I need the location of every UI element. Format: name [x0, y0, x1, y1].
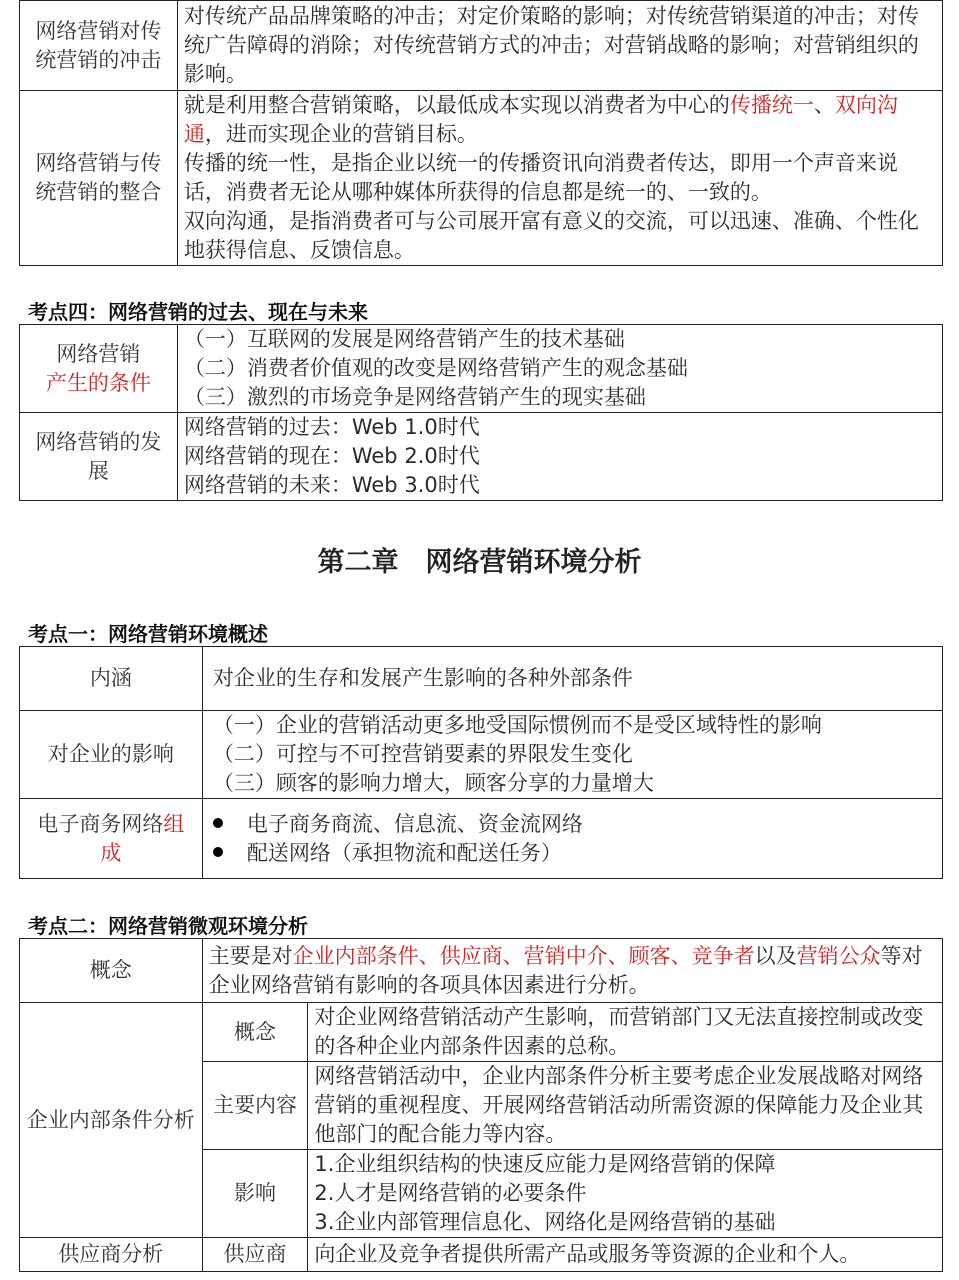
- row-content: [177, 91, 942, 266]
- table-row: [20, 647, 943, 711]
- highlight-unified-communication: 传播统一: [729, 93, 814, 117]
- list-item: 配送网络（承担物流和配送任务）: [209, 839, 936, 868]
- section2-heading: 考点二：网络营销微观环境分析: [28, 914, 308, 938]
- row-content: 向企业及竞争者提供所需产品或服务等资源的企业和个人。: [308, 1238, 943, 1272]
- row-label: 企业内部条件分析: [20, 1003, 203, 1238]
- table-row: [20, 1238, 943, 1272]
- row-content: （一）企业的营销活动更多地受国际惯例而不是受区域特性的影响 （二）可控与不可控营销要素的界限发生变化 （三）顾客的影响力增大，顾客分享的力量增大: [202, 711, 942, 799]
- bullet-icon: [213, 847, 223, 857]
- row-content: （一）互联网的发展是网络营销产生的技术基础 （二）消费者价值观的改变是网络营销产生的观念基础 （三）激烈的市场竞争是网络营销产生的现实基础: [177, 325, 942, 413]
- table-row: [20, 1, 943, 91]
- table-row: [20, 325, 943, 413]
- highlight-conditions: 产生的条件: [45, 370, 151, 395]
- highlight-marketing-public: 营销公众: [796, 943, 881, 968]
- integration-paragraph-2: 传播的统一性，是指企业以统一的传播资讯向消费者传达，即用一个声音来说话，消费者无论从哪种媒体所获得的信息都是统一的、一致的。: [183, 151, 898, 204]
- integration-definition: 就是利用整合营销策略，以最低成本实现以消费者为中心的传播统一、双向沟通，进而实现企业的营销目标。: [183, 93, 898, 146]
- row-content: 1.企业组织结构的快速反应能力是网络营销的保障 2.人才是网络营销的必要条件 3.企业内部管理信息化、网络化是网络营销的基础: [308, 1150, 943, 1238]
- highlight-composition: 组: [163, 811, 185, 836]
- table-row: [20, 799, 943, 879]
- row-label: 供应商分析: [20, 1238, 203, 1272]
- table-row: [20, 91, 943, 266]
- row-content: 网络营销的过去：Web 1.0时代 网络营销的现在：Web 2.0时代 网络营销的未来：Web 3.0时代: [177, 413, 942, 501]
- row-content: 对传统产品品牌策略的冲击；对定价策略的影响；对传统营销渠道的冲击；对传统广告障碍的消除；对传统营销方式的冲击；对营销战略的影响；对营销组织的影响。: [177, 1, 942, 91]
- row-label: 概念: [20, 939, 203, 1003]
- highlight-two-way-communication: 双向沟通: [183, 93, 898, 146]
- row-content: 网络营销活动中，企业内部条件分析主要考虑企业发展战略对网络营销的重视程度、开展网络营销活动所需资源的保障能力及企业其他部门的配合能力等内容。: [308, 1062, 943, 1150]
- chapter-title: 第二章 网络营销环境分析: [317, 547, 642, 578]
- table-row: [20, 939, 943, 1003]
- sub-label: 影响: [202, 1150, 308, 1238]
- table-row: [20, 711, 943, 799]
- row-label: 电子商务网络组 成: [20, 799, 203, 879]
- row-label: 网络营销对传统营销的冲击: [20, 1, 178, 91]
- section1-table: [19, 646, 943, 879]
- sub-label: 概念: [202, 1003, 308, 1062]
- row-label: 网络营销的发展: [20, 413, 178, 501]
- section4-table: [19, 324, 943, 501]
- row-content: 主要是对企业内部条件、供应商、营销中介、顾客、竞争者以及营销公众等对企业网络营销有影响的各项具体因素进行分析。: [202, 939, 942, 1003]
- row-label: 网络营销 产生的条件: [20, 325, 178, 413]
- bullet-icon: [213, 818, 223, 828]
- table-row: [20, 413, 943, 501]
- row-label: 对企业的影响: [20, 711, 203, 799]
- sub-label: 主要内容: [202, 1062, 308, 1150]
- list-item: 电子商务商流、信息流、资金流网络: [209, 810, 936, 839]
- section2-table: [19, 938, 943, 1272]
- row-content: 对企业的生存和发展产生影响的各种外部条件: [202, 647, 942, 711]
- row-label: 内涵: [20, 647, 203, 711]
- section1-heading: 考点一：网络营销环境概述: [28, 622, 268, 646]
- row-content: 对企业网络营销活动产生影响，而营销部门又无法直接控制或改变的各种企业内部条件因素的总称。: [308, 1003, 943, 1062]
- highlight-micro-factors: 企业内部条件、供应商、营销中介、顾客、竞争者: [292, 943, 755, 968]
- sub-label: 供应商: [202, 1238, 308, 1272]
- row-label: 网络营销与传统营销的整合: [20, 91, 178, 266]
- integration-paragraph-3: 双向沟通，是指消费者可与公司展开富有意义的交流，可以迅速、准确、个性化地获得信息、反馈信息。: [183, 209, 919, 262]
- row-content: [202, 799, 942, 879]
- impact-integration-table: [19, 0, 943, 266]
- section4-heading: 考点四：网络营销的过去、现在与未来: [28, 300, 368, 324]
- table-row: [20, 1003, 943, 1062]
